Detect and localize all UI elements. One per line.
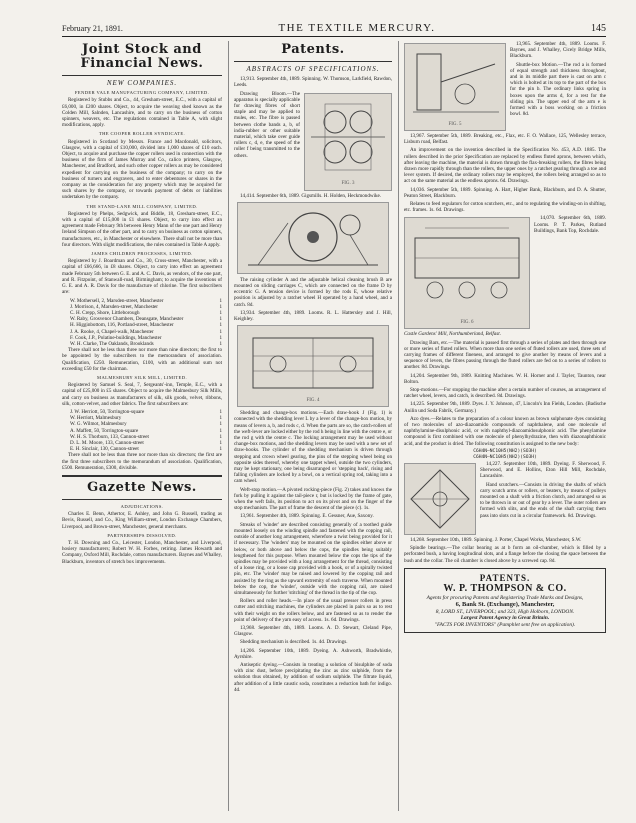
company-title: MALMESBURY SILK MILL, LIMITED. xyxy=(96,374,188,380)
patent-heading: 14,227. September 10th, 1889. Dyeing. F. Sherwood, F. Sherwood, and E. Hollins, Eton Hill Mill, Rochdale, Lancashire. xyxy=(480,460,606,480)
subscriber-line: W. G. Wilmot, Malmesbury 1 xyxy=(70,421,222,428)
subscriber-line: C. H. Crepp, Shore, Littleborough 1 xyxy=(70,309,222,316)
ad-agency: Largest Patent Agency in Great Britain. xyxy=(460,615,550,622)
patent-heading: 13,967. September 5th, 1889. Breaking, etc., Flax, etc. F. O. Wallace, 125, Wellesley terrace, Lisburn road, Belfast. xyxy=(404,133,606,146)
figure-caption: FIG. 5 xyxy=(448,121,462,127)
patent-heading: 13,965. September 4th, 1889. Looms. F. Baynes, and J. Whalley, Cicely Bridge Mills, Blackburn. xyxy=(510,41,606,60)
subscriber-line: A. Maffett, 50, Torrington-square 1 xyxy=(70,427,222,434)
shuttle-box-drawing-icon xyxy=(405,44,505,120)
section-heading-joint-stock: Joint Stock and Financial News. xyxy=(80,42,204,71)
scutcher-drawing-icon xyxy=(405,464,475,534)
publication-title: THE TEXTILE MERCURY. xyxy=(278,22,436,34)
patent-body: The raising cylinder A and the adjustable helical cleaning brush B are mounted on sliding carriages C, which are connected on the frame D by eccentric G. A tension device is formed by the rods E, whose relative position is adjusted by a ratchet wheel H operated by a hand wheel, and a catch. 8d. xyxy=(234,276,392,308)
company-title: JAMES CHILDREN PROCESSES, LIMITED. xyxy=(91,251,193,257)
subscriber-line: W. H. S. Thorburn, 133, Cannon-street 1 xyxy=(70,433,222,440)
section-heading-patents: Patents. xyxy=(281,42,345,57)
subscriber-line: H. Higginbottom, 116, Portland-street, Manchester 1 xyxy=(70,322,222,329)
patent-body: Spindle bearings.—The collar bearing as at b form an oil-chamber, which is filled by a perforated bush, a having longitudinal slots, and a flange before the closing the space between the bush and the collar. The oil chamber is closed above by a screwed cap. 8d. xyxy=(404,545,606,564)
partnerships-title: PARTNERSHIPS DISSOLVED. xyxy=(107,532,177,538)
company-body: Registered by Samuel S. Seal, 7, Sergeants'-inn, Temple, E.C., with a capital of £25,000 in £5 shares. Object to acquire the Malmesbury Silk Mills, and carry on business as manufacturers of silk, silk goods, velvet, ribbons, silk, cotton-velvet, and other fabrics. The first subscribers are: xyxy=(62,382,222,407)
patent-heading: 13,961. September 4th, 1889. Spinning. E. Gessner, Aue, Saxony. xyxy=(240,513,374,520)
figure-caption: FIG. 4 xyxy=(306,398,320,404)
ad-tagline: Agents for procuring Patents and Registering Trade Marks and Designs, xyxy=(426,594,584,601)
company-body: Registered by Stubbs and Co., 44, Gresham-street, E.C., with a capital of £6,000, in £200 shares. Object, to acquire the weaving shed known as the Colden Mill, Salnden, Lancashire, and to carry on the business of cotton spinners, weavers, etc. The regulations contained in Table A, with slight modifications, apply. xyxy=(62,97,222,129)
new-companies-heading: NEW COMPANIES. xyxy=(106,79,178,87)
subscriber-line: J. Morrison, 4, Marsden-street, Manchester 1 xyxy=(70,303,222,310)
column-patents-continued xyxy=(398,41,606,811)
loom-drawing-icon xyxy=(238,326,388,406)
patent-body: Shedding mechanism is described. 1s. 4d. Drawings. xyxy=(240,639,348,646)
divider xyxy=(234,61,392,62)
patent-body: Shedding and change-box motions.—Each draw-hook J (Fig. 1) is connected with the shedding lever L by a lever of the change-box motion, by means of levers a, b, and rods c, d. When the parts are so, the catch-rollers of the weft-lever are locked either by the rod h being in line with the centre e, or the rod g with the centre c. The locking arrangement may be used without change-box motions, and the shedding levers may be used with a new set of draw-hooks. The cylinder of the shedding mechanism is driven through stepping and crown wheel gearing, the pins of the stepping wheel being on opposite sides thereof, whereby one tappet wheel, outside the two cylinders, may be kept stationary, one being disarranged or 'stepping back', rising and falling cylinders are locked by a bowl, on a vertical spring rod, taking into a cam wheel. xyxy=(234,410,392,485)
column-patents xyxy=(228,41,392,811)
adjudications-title: ADJUDICATIONS. xyxy=(120,503,164,509)
subscriber-line: F. Cook, J.P., Polatine-buildings, Manchester 1 xyxy=(70,334,222,341)
roller-drawing-icon xyxy=(305,94,391,180)
patent-figure-shuttle-box xyxy=(404,43,506,131)
divider xyxy=(62,499,222,500)
subscriber-line: J. W. Herriott, 50, Torrington-square 1 xyxy=(70,408,222,415)
patent-heading: 13,913. September 4th, 1889. Spinning. W. Thomson, Larkfield, Rawdon, Leeds. xyxy=(234,76,392,89)
patent-figure-gigmill xyxy=(237,202,389,274)
adjudications-body: Charles E. Benn, Athertor, E. Ashley, and John G. Russell, trading as Bevis, Russell, and Co., King William-street, London Exchange Chambers, Liverpool, and Brown-street, Manchester, general merchants. xyxy=(62,511,222,530)
patent-heading: 14,206. September 10th, 1889. Dyeing. A. Ashworth, Bradwhistle, Ayrshire. xyxy=(234,647,392,660)
patent-agent-advertisement xyxy=(404,568,606,634)
company-body: There shall not be less than three nor more than six directors; the first are the first three subscribers to the memorandum of association. Qualification, £500. Remuneration, £300, divisible. xyxy=(62,452,222,471)
company-body: Registered by J. Boardman and Co., 30, Cross-street, Manchester, with a capital of £66,666, in £8 shares. Object, to carry into effect an agreement made February 5th between G. E. and A. C. Davis, as vendors, of the one part, and R. Fitzpoint, of Stanwall-road, Birmingham; to acquire the inventions of G. E. and A. R. Davis for the manufacture of chlorine. The first subscribers are: xyxy=(62,258,222,296)
company-body: There shall not be less than three nor more than nine directors; the first to be appointed by the subscribers to the memorandum of association. Qualification, £250. Remuneration, £100, with an additional sum not exceeding £50 for the chairman. xyxy=(62,347,222,372)
divider xyxy=(62,475,222,477)
patent-body: Rollers and roller heads.—In place of the usual presser rollers in press cutter and stitching machines, the cylinders are placed in pairs so as to rest with their weight on the rollers below, and are fastened so as to render the point of delivery of the yarn easy of access. 1s. 6d. Drawings. xyxy=(234,598,392,623)
subscriber-line: W. Raby, Grosvenor Chambers, Deansgate, Manchester 1 xyxy=(70,316,222,323)
subscriber-line: E. H. Sinclair, 130, Cannon-street 1 xyxy=(70,446,222,453)
patent-figure-drawing-rollers xyxy=(304,93,392,191)
subscriber-line: D. L. M. Moore, 133, Cannon-street 1 xyxy=(70,439,222,446)
divider xyxy=(62,75,222,76)
section-heading-gazette: Gazette News. xyxy=(87,479,197,495)
chemical-formula: C6H4N—NC10H5(NH2)(SO3H) xyxy=(473,448,537,454)
patent-heading: 14,204. September 9th, 1889. Knitting Machines. W. H. Horner and J. Tayler, Taunton, near Bolton. xyxy=(404,372,606,385)
company-title: THE COOPER ROLLER SYNDICATE. xyxy=(98,131,186,137)
patent-body: Azo dyes.—Relates to the preparation of a colour known as brown sulphonate dyes consisting of two molecules of azo-diazoamido compounds of naphthalene, and one molecule of naphthylamine-disulphonic acid, or with naphthyl-diazoamidosulphonic acid. The phenylamine compound is first combined with one molecule of phenylhydrazine, then with diazonaphthionic acid, and the product is dried. The following constitution is assigned to the new body: xyxy=(404,415,606,447)
chemical-formula: C6H4N—NC10H5(NH2)(SO3H) xyxy=(473,454,537,460)
subscriber-line: W. Mothersell, 2, Marsden-street, Manchester 1 xyxy=(70,297,222,304)
ad-company-name: W. P. THOMPSON & CO. xyxy=(443,582,567,594)
column-financial-news xyxy=(62,41,222,811)
patent-figure-loom xyxy=(237,325,389,407)
subscriber-list xyxy=(62,409,222,452)
patent-heading: 14,036. September 5th, 1889. Spinning. A. Hart, Higher Bank, Blackburn, and D. A. Shutter, Peaton Street, Blackburn. xyxy=(404,186,606,199)
partnerships-body: T. H. Downing and Co., Leicester, London, Manchester, and Liverpool, hosiery manufacturers; Robert W. H. Forbes, retiring. James Howarth and Company, Oxford Mill, Rochdale, cotton manufacturers. Baynes and Whalley, Blackburn, inventors of stretch box improvements. xyxy=(62,540,222,565)
company-body: Registered by Phelps, Sedgwick, and Biddle, 18, Gresham-street, E.C., with a capital of £15,000 in £1 shares. Object, to carry into effect an agreement made February 9th between Henry Mann of the one part and Henry Ireland Simpson of the other part, and to carry on business as cotton spinners, manufacturers, etc., in Manchester or elsewhere. There shall not be more than four directors. With slight modifications, the rules contained in Table A apply. xyxy=(62,210,222,248)
ad-address: 6, Bank St. (Exchange), Manchester, xyxy=(455,601,555,609)
patent-body: An improvement on the invention described in the Specification No. 453, A.D. 1885. The rollers described in the prior Specification are replaced by endless fluted aprons, between which, after leaving the machine, the material is drawn through the flax-breaking rollers, the fibres being drawn more rapidly through than the rollers, the upper ones by a ratchet gearing through a toe and lever system. If desired, the ordinary rollers may be employed, the rollers being arranged so as to act on the same material as the endless aprons. 6d. Drawings. xyxy=(404,147,606,185)
subscriber-line: W. H. Clarke, The Oaklands, Brooklands 1 xyxy=(70,340,222,347)
patent-body: Shuttle-box Motion.—The rod a is formed of equal strength and thickness throughout, and in its middle part there is cast on arm c which is bolted at its top to the part of the box for the pin b. The ordinary links spring in boxes upon the arms d, for a rest for the sliding pin. The upper end of the arm e is formed with a boss working on a friction bowl. 8d. xyxy=(510,61,606,118)
figure-caption: FIG. 6 xyxy=(460,320,474,326)
drawing-frame-drawing-icon xyxy=(405,218,529,314)
patent-figure-drawing-frame xyxy=(404,217,530,329)
patent-heading: 14,414. September 6th, 1889. Gigsmills. H. Holden, Heckmondwike. xyxy=(240,192,382,199)
company-body: Registered in Scotland by Messrs. France and Macdonald, solicitors, Glasgow, with a capital of £10,000, divided into 1,000 shares of £10 each. Object, to acquire and purchase the copper rollers used in connection with the business of the firm of James Murray and Co., calico printers, Glasgow, Manchester, and Bradford, and such other copper rollers as may be considered expedient for carrying on the business of the company; to carry on the business of turners and engravers, and to enter debentures or shares in the company as the consideration for any property which may be acquired for such shares by the company, or towards payment of debts or liabilities undertaken by the company. xyxy=(62,138,222,201)
company-title: THE STAND-LANE MILL COMPANY, LIMITED. xyxy=(86,203,198,209)
patent-body: Drawing Bloom.—The apparatus is specially applicable for drawing fibres of short staple and may be applied to mules, etc. The fibre is passed between clothe bands a, b, of india-rubber or other suitable material, which take over guide rollers c, d, e, the speed of the roller f being transmitted to the others. xyxy=(234,90,300,159)
patent-body: Weft-stop motion.—A pivoted rocking-piece (Fig. 2) takes and knows the fork by pulling it against the tail-piece r, but is locked by the frame of gate, when the weft fails, its position to act on its pivot and on the finger of the stop mechanism. The part of frame the descent of the piece (c). 1s. xyxy=(234,486,392,512)
patent-body: Relates to feed regulators for cotton scutchers, etc., and to regulating the winding-on in shifting, etc. frames. 1s. 6d. Drawings. xyxy=(404,201,606,214)
running-head xyxy=(62,22,606,37)
patent-body: Streaks of 'winder' are described consisting generally of a toothed guide mounted loosely on the winding spindle and fastened with the copping rail, outside of another long arrangement, wherefore a twist being provided for it if necessary. The 'winders' may be mounted on the spindles either above or below, or both above and below the cops, the spindles being suitably lengthened for this purpose. When mounted below the cops the tips of the spindles may be provided with a long arrangement for the thread, consisting of a loose ring, or a loose cap provided with a hook, or of a spirally twisted pin, etc. The 'winder' may be raised and lowered by the copping rail and assisted by the ring as the upward extremity of each traverse. When mounted below the cop, the 'winder', outside with the copping rail, are raised simultaneously for further 'stitching' of the thread in the tip of the cop. xyxy=(234,521,392,596)
company-title: FENDER VALE MANUFACTURING COMPANY, LIMITED. xyxy=(74,90,210,96)
patent-heading: 14,268. September 10th, 1889. Spinning. J. Porter, Chapel Works, Manchester, S.W. xyxy=(410,536,582,543)
figure-caption: Castle Gardens' Mill, Northumberland, Belfast. xyxy=(404,331,501,338)
abstracts-heading: ABSTRACTS OF SPECIFICATIONS. xyxy=(246,65,380,73)
subscriber-list xyxy=(62,298,222,348)
subscriber-line: J. A. Rooke, 4, Chapel-walk, Manchester 1 xyxy=(70,328,222,335)
patent-heading: 13,934. September 4th, 1889. Looms. R. L. Hattersley and J. Hill, Keighley. xyxy=(234,309,392,323)
ad-branches: 8, LORD ST., LIVERPOOL; and 323, High Holborn, LONDON. xyxy=(435,608,575,615)
patent-heading: 14,070. September 6th, 1889. Looms. P. T. Parkes, Rutland Buildings, Bank Top, Rochdale. xyxy=(534,215,606,234)
patent-heading: 13,968. September 4th, 1889. Looms. A. D. Stewart, Cleland Pipe, Glasgow. xyxy=(234,624,392,638)
patent-body: Hand scutchers.—Consists in driving the shafts of which carry scutch arms or rollers, or beaters, by means of pulleys mounted on a shaft with a friction clutch, and arranged so as to be thrown in or out of gear by a lever. The outer rollers are formed with slits, and the ends of the shaft carrying them pass into slots cut in a circular framework. 8d. Drawings. xyxy=(480,481,606,519)
page-number: 145 xyxy=(591,23,606,34)
issue-date: February 21, 1891. xyxy=(62,24,123,33)
patent-body: Stop-motions.—For stopping the machine after a certain number of courses, an arrangement of ratchet wheel, levers, and catch, is described. 8d. Drawings. xyxy=(404,387,606,400)
patent-body: Drawing Bars, etc.—The material is passed first through a series of plates and then through one or more series of fluted rollers. When more than one series of fluted rollers are used, three sets of carrying frames of different fineness, and arranged to give another by means of levers and a sequence of levers, the fibres passing through the fluted rollers are fed on to a series of rollers to another. 8d. Drawings. xyxy=(404,339,606,371)
gigmill-drawing-icon xyxy=(238,203,388,273)
ad-label: PATENTS. xyxy=(479,572,531,583)
subscriber-line: W. Herriott, Malmesbury 1 xyxy=(70,415,222,422)
ad-footer: "FACTS FOR INVENTORS" (Pamphlet sent free on application). xyxy=(434,621,576,628)
columns xyxy=(62,41,606,811)
patent-heading: 14,225. September 9th, 1889. Dyes. J. Y. Johnson, 47, Lincoln's Inn Fields, London. (Badische Anilin und Soda Fabrik, Germany.) xyxy=(404,401,606,414)
patent-body: Antiseptic dyeing.—Consists in treating a solution of bisulphite of soda with zinc dust, before precipitating the zinc as zinc sulphide, from the solution thus obtained, by addition of sodium sulphide. The filtrate liquid, after addition of a little caustic soda, constitutes a reduction bath for indigo. 4d. xyxy=(234,661,392,693)
figure-caption: FIG. 3 xyxy=(341,181,355,187)
patent-figure-scutcher xyxy=(404,463,476,535)
